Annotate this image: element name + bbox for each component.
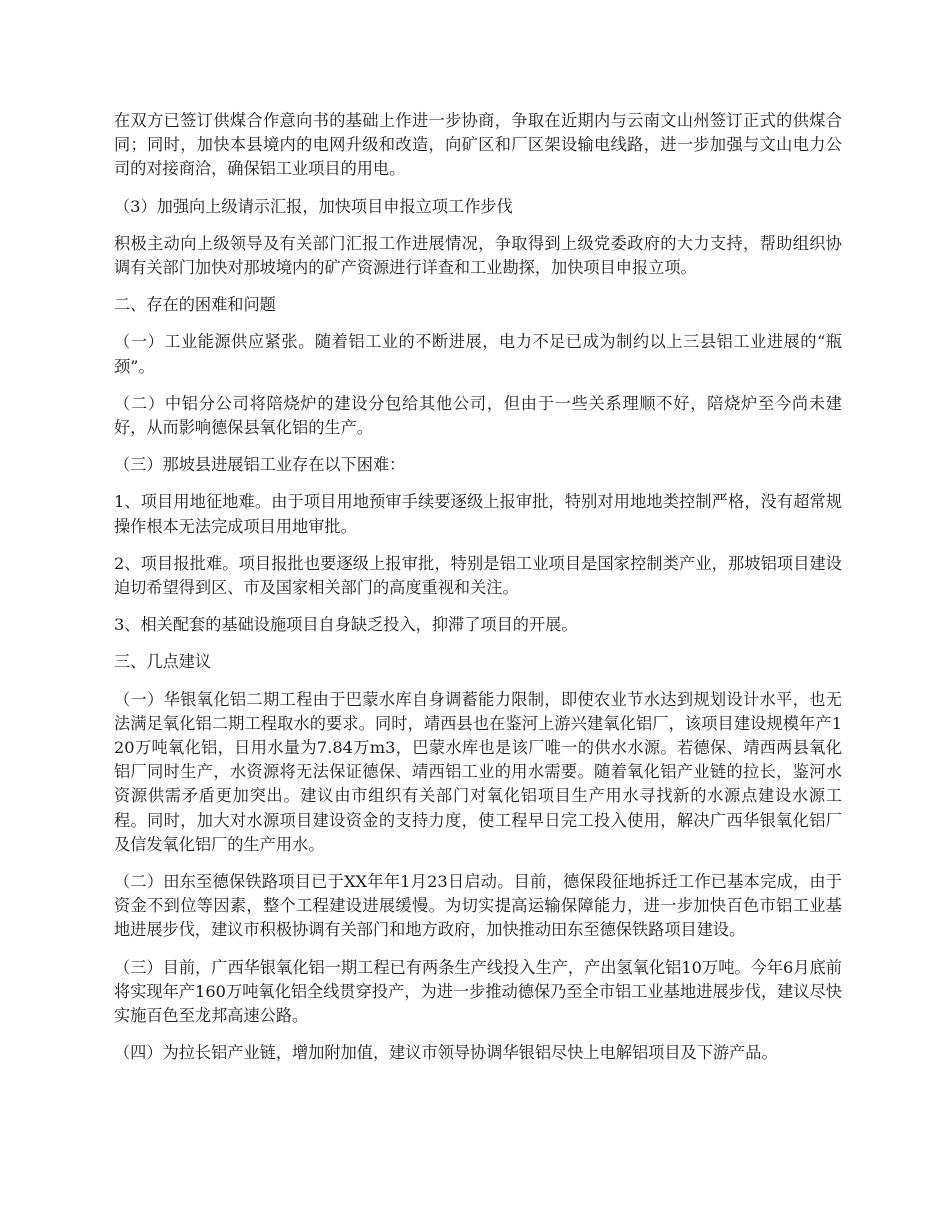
paragraph-difficulty-3: （三）那坡县进展铝工业存在以下困难：: [114, 455, 406, 475]
paragraph-suggestion-4: （四）为拉长铝产业链，增加附加值，建议市领导协调华银铝尽快上电解铝项目及下游产品。: [114, 1043, 778, 1063]
paragraph-report-to-superiors: 积极主动向上级领导及有关部门汇报工作进展情况，争取得到上级党委政府的大力支持，帮助组织协调有关部门加快对那坡境内的矿产资源进行详查和工业勘探，加快项目申报立项。: [114, 233, 842, 278]
section-heading-difficulties: 二、存在的困难和问题: [114, 295, 276, 315]
heading-report-to-superiors: （3）加强向上级请示汇报，加快项目申报立项工作步伐: [114, 196, 513, 216]
paragraph-suggestion-2: （二）田东至德保铁路项目已于XX年年1月23日启动。目前，德保段征地拆迁工作已基本完成，由于资金不到位等因素，整个工程建设进展缓慢。为切实提高运输保障能力，进一步加快百色市铝工业基地进展步伐，建议市积极协调有关部门和地方政府，加快推动田东至德保铁路项目建设。: [114, 872, 842, 940]
paragraph-difficulty-2: （二）中铝分公司将陪烧炉的建设分包给其他公司，但由于一些关系理顺不好，陪烧炉至今尚未建好，从而影响德保县氧化铝的生产。: [114, 393, 842, 438]
paragraph-difficulty-1: （一）工业能源供应紧张。随着铝工业的不断进展，电力不足已成为制约以上三县铝工业进展的“瓶颈”。: [114, 332, 842, 376]
list-item-land-acquisition: 1、项目用地征地难。由于项目用地预审手续要逐级上报审批，特别对用地地类控制严格，没有超常规操作根本无法完成项目用地审批。: [114, 492, 842, 536]
paragraph-suggestion-3: （三）目前，广西华银氧化铝一期工程已有两条生产线投入生产，产出氢氧化铝10万吨。今年6月底前将实现年产160万吨氧化铝全线贯穿投产，为进一步推动德保乃至全市铝工业基地进展步伐，建议尽快实施百色至龙邦高速公路。: [114, 957, 842, 1026]
list-item-project-approval: 2、项目报批难。项目报批也要逐级上报审批，特别是铝工业项目是国家控制类产业，那坡铝项目建设迫切希望得到区、市及国家相关部门的高度重视和关注。: [114, 553, 842, 598]
section-heading-suggestions: 三、几点建议: [114, 652, 212, 672]
paragraph-suggestion-1: （一）华银氧化铝二期工程由于巴蒙水库自身调蓄能力限制，即使农业节水达到规划设计水平，也无法满足氧化铝二期工程取水的要求。同时，靖西县也在鉴河上游兴建氧化铝厂，该项目建设规模年产120万吨氧化铝，日用水量为7.84万m3，巴蒙水库也是该厂唯一的供水水源。若德保、靖西两县氧化铝厂同时生产，水资源将无法保证德保、靖西铝工业的用水需要。随着氧化铝产业链的拉长，鉴河水资源供需矛盾更加突出。建议由市组织有关部门对氧化铝项目生产用水寻找新的水源点建设水源工程。同时，加大对水源项目建设资金的支持力度，使工程早日完工投入使用，解决广西华银氧化铝厂及信发氧化铝厂的生产用水。: [114, 689, 842, 854]
document-body: [114, 109, 842, 1079]
paragraph-coal-power-supply: 在双方已签订供煤合作意向书的基础上作进一步协商，争取在近期内与云南文山州签订正式的供煤合同；同时，加快本县境内的电网升级和改造，向矿区和厂区架设输电线路，进一步加强与文山电力公司的对接商洽，确保铝工业项目的用电。: [114, 111, 842, 179]
list-item-infrastructure: 3、相关配套的基础设施项目自身缺乏投入，抑滞了项目的开展。: [114, 615, 578, 635]
